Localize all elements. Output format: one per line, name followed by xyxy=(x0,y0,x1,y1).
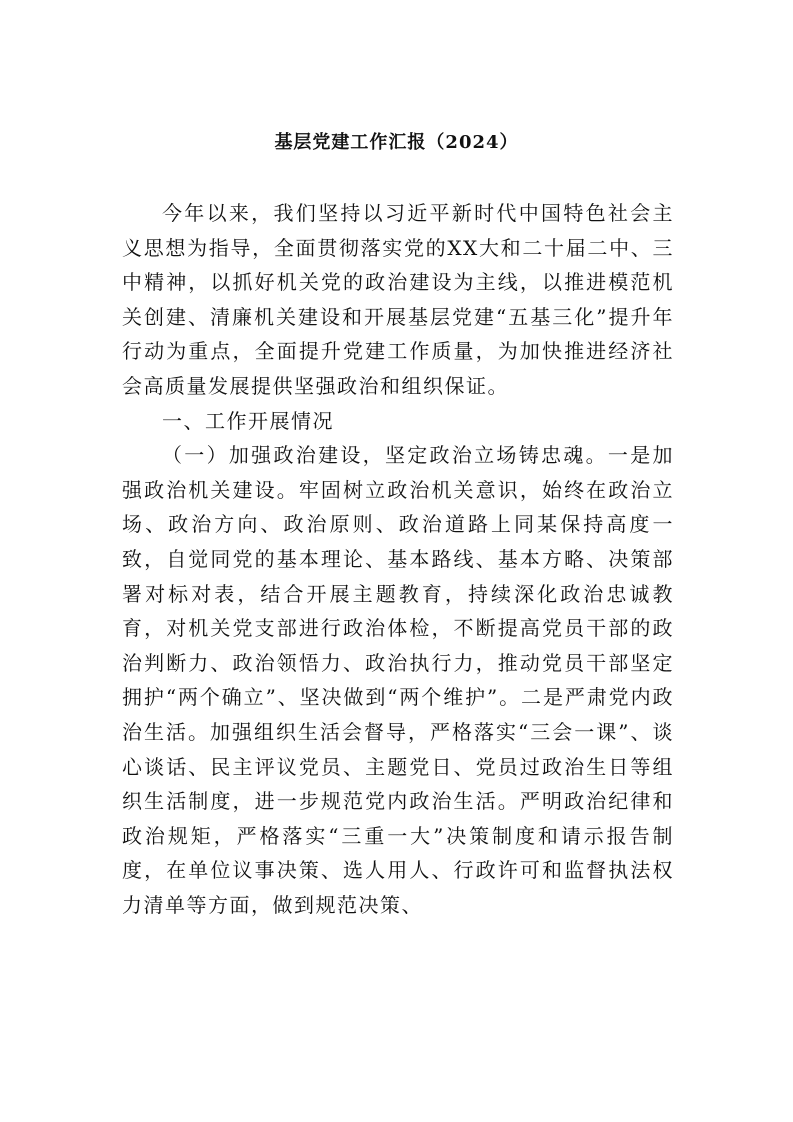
document-title: 基层党建工作汇报（2024） xyxy=(274,132,519,153)
document-body xyxy=(122,196,674,922)
section-heading: 一、工作开展情况 xyxy=(162,408,334,433)
intro-paragraph: 今年以来，我们坚持以习近平新时代中国特色社会主义思想为指导，全面贯彻落实党的XX大和二十届二中、三中精神，以抓好机关党的政治建设为主线，以推进模范机关创建、清廉机关建设和开展基层党建“五基三化”提升年行动为重点，全面提升党建工作质量，为加快推进经济社会高质量发展提供坚强政治和组织保证。 xyxy=(122,201,674,398)
section-paragraph: （一）加强政治建设，坚定政治立场铸忠魂。一是加强政治机关建设。牢固树立政治机关意识，始终在政治立场、政治方向、政治原则、政治道路上同某保持高度一致，自觉同党的基本理论、基本路线、基本方略、决策部署对标对表，结合开展主题教育，持续深化政治忠诚教育，对机关党支部进行政治体检，不断提高党员干部的政治判断力、政治领悟力、政治执行力，推动党员干部坚定拥护“两个确立”、坚决做到“两个维护”。二是严肃党内政治生活。加强组织生活会督导，严格落实“三会一课”、谈心谈话、民主评议党员、主题党日、党员过政治生日等组织生活制度，进一步规范党内政治生活。严明政治纪律和政治规矩，严格落实“三重一大”决策制度和请示报告制度，在单位议事决策、选人用人、行政许可和监督执法权力清单等方面，做到规范决策、 xyxy=(122,443,674,917)
